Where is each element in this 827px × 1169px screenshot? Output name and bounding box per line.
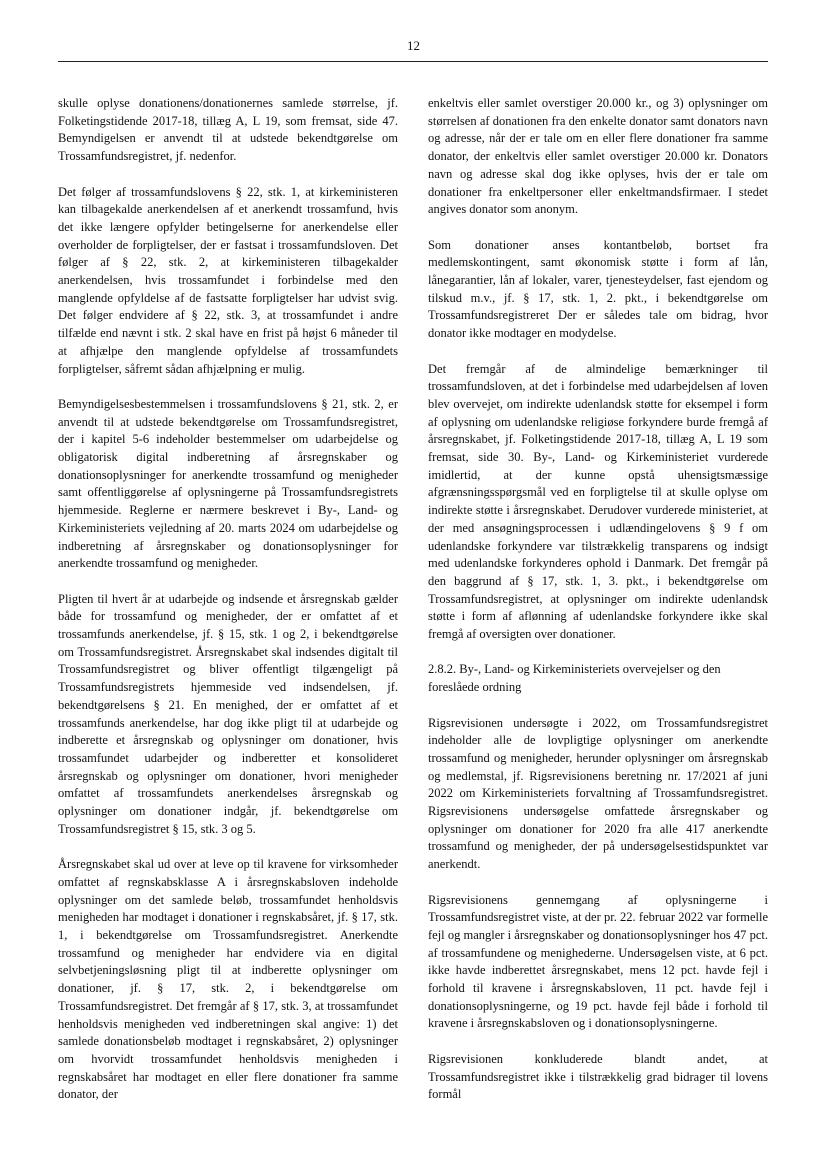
page-number: 12 <box>407 38 420 53</box>
section-heading: 2.8.2. By-, Land- og Kirkeministeriets overvejelser og den foreslåede ordning <box>428 662 721 695</box>
header-divider <box>58 61 768 62</box>
paragraph: Rigsrevisionen undersøgte i 2022, om Trossamfundsregistret indeholder alle de lovpligtige oplysninger om anerkendte trossamfund og menigheder, herunder oplysninger om årsregnskab og medlemstal, jf. Rigsrevisionens beretning nr. 17/2021 af juni 2022 om Kirkeministeriets forvaltning af Trossamfundsregistret. Rigsrevisionens undersøgelse omfattede årsregnskaber og oplysninger om donationer for 2020 fra alle 417 anerkendte trossamfund og menigheder, der på undersøgelsestidspunktet var anerkendt. <box>428 715 768 872</box>
paragraph: Rigsrevisionen konkluderede blandt andet, at Trossamfundsregistret ikke i tilstrækkelig grad bidrager til lovens formål <box>428 1051 768 1102</box>
right-column <box>428 95 768 1122</box>
left-column <box>58 95 398 1122</box>
paragraph: Det fremgår af de almindelige bemærkninger til trossamfundsloven, at det i forbindelse med udarbejdelsen af loven blev overvejet, om indirekte udenlandsk støtte for eksempel i form af oplysning om udenlandske religiøse forkyndere burde fremgå af årsregnskabet, jf. Folketingstidende 2017-18, tillæg A, L 19 som fremsat, side 30. By-, Land- og Kirkeministeriet vurderede imidlertid, at der kunne opstå uhensigtsmæssige afgrænsningsspørgsmål ved en forpligtelse til at skulle oplyse om indirekte støtte i årsregnskabet. Derudover vurderede ministeriet, at der med ansøgningsprocessen i udlændingelovens § 9 f om udenlandske forkyndere var tilstrækkelig transparens og indsigt med udenlandske forkynderes ophold i Danmark. Det fremgår på den baggrund af § 17, stk. 1, 3. pkt., i bekendtgørelse om Trossamfundsregistret, at oplysninger om indirekte udenlandsk støtte i form af aflønning af udenlandske forkyndere ikke skal fremgå af oversigten over donationer. <box>428 361 768 642</box>
paragraph: Årsregnskabet skal ud over at leve op til kravene for virksomheder omfattet af regnskabsklasse A i årsregnskabsloven indeholde oplysninger om det samlede beløb, trossamfundet henholdsvis menigheden har modtaget i donationer i regnskabsåret, jf. § 17, stk. 1, i bekendtgørelse om Trossamfundsregistret. Anerkendte trossamfund og menigheder har endvidere via en digital selvbetjeningsløsning pligt til at indberette oplysninger om donationer, jf. § 17, stk. 2, i bekendtgørelse om Trossamfundsregistret. Det fremgår af § 17, stk. 3, at trossamfundet henholdsvis menigheden ved indberetningen skal angive: 1) det samlede donationsbeløb modtaget i regnskabsåret, 2) oplysninger om hvorvidt trossamfundet henholdsvis menigheden i regnskabsåret har modtaget en eller flere donationer fra samme donator, der <box>58 857 398 1102</box>
paragraph: Pligten til hvert år at udarbejde og indsende et årsregnskab gælder både for trossamfund og menigheder, der er omfattet af et trossamfunds anerkendelse, jf. § 15, stk. 1 og 2, i bekendtgørelse om Trossamfundsregistret. Årsregnskabet skal indsendes digitalt til Trossamfundsregistret og bliver offentligt tilgængeligt på Trossamfundsregistrets hjemmeside ved indsendelsen, jf. bekendtgørelsens § 21. En menighed, der er omfattet af et trossamfunds anerkendelse, har dog ikke pligt til at udarbejde og indberette et årsregnskab og oplysninger om donationer, hvis trossamfundet udarbejder og indberetter et konsolideret årsregnskab og oplysninger om donationer, hvori menigheder omfattet af trossamfundets anerkendelses årsregnskab og oplysninger om donationer indgår, jf. bekendtgørelse om Trossamfundsregistret § 15, stk. 3 og 5. <box>58 591 398 836</box>
paragraph: enkeltvis eller samlet overstiger 20.000 kr., og 3) oplysninger om størrelsen af donationen fra den enkelte donator samt donators navn og adresse, når der er tale om en eller flere donationer fra samme donator, der enkeltvis eller samlet overstiger 20.000 kr. Donators navn og adresse skal dog ikke oplyses, hvis der er tale om donationer fra enkeltpersoner eller enkeltmandsfirmaer. I stedet angives donator som anonym. <box>428 96 768 217</box>
paragraph: Rigsrevisionens gennemgang af oplysningerne i Trossamfundsregistret viste, at der pr. 22. februar 2022 var formelle fejl og mangler i årsregnskaber og donationsoplysninger hos 47 pct. af trossamfundene og menighederne. Undersøgelsen viste, at 6 pct. ikke havde indberettet årsregnskabet, mens 12 pct. havde fejl i forhold til kravene i årsregnskabsloven, 11 pct. havde fejl i donationsoplysningerne, og 19 pct. havde fejl både i forhold til kravene i årsregnskabsloven og i donationsoplysningerne. <box>428 892 768 1031</box>
paragraph: Bemyndigelsesbestemmelsen i trossamfundslovens § 21, stk. 2, er anvendt til at udstede bekendtgørelse om Trossamfundsregistret, der i kapitel 5-6 indeholder bestemmelser om udarbejdelse og obligatorisk digital indberetning af årsregnskaber og donationsoplysninger for anerkendte trossamfund og menigheder samt offentliggørelse af oplysningerne på Trossamfundsregistrets hjemmeside. Reglerne er nærmere beskrevet i By-, Land- og Kirkeministeriets vejledning af 20. marts 2024 om udarbejdelse og indberetning af årsregnskaber og donationsoplysninger for anerkendte trossamfund og menigheder. <box>58 396 398 571</box>
paragraph: Det følger af trossamfundslovens § 22, stk. 1, at kirkeministeren kan tilbagekalde anerkendelsen af et anerkendt trossamfund, hvis det ikke længere opfylder betingelserne for anerkendelse eller overholder de forpligtelser, der er fastsat i trossamfundsloven. Det følger af § 22, stk. 2, at kirkeministeren tilbagekalder anerkendelsen, hvis trossamfundet i forbindelse med den manglende opfyldelse af de fastsatte forpligtelser har udvist svig. Det følger endvidere af § 22, stk. 3, at trossamfundet i andre tilfælde end nævnt i stk. 2 skal have en frist på højst 6 måneder til at afhjælpe den manglende opfyldelse af trossamfundets forpligtelser, såfremt sådan afhjælpning er mulig. <box>58 184 398 376</box>
paragraph: Som donationer anses kontantbeløb, bortset fra medlemskontingent, samt økonomisk støtte i form af lån, lånegarantier, lån af lokaler, varer, tjenesteydelser, fast ejendom og tilskud m.v., jf. § 17, stk. 1, 2. pkt., i bekendtgørelse om Trossamfundsregistreret Der er således tale om bidrag, hvor donator ikke modtager en modydelse. <box>428 237 768 341</box>
paragraph: skulle oplyse donationens/donationernes samlede størrelse, jf. Folketingstidende 2017-18, tillæg A, L 19, som fremsat, side 47. Bemyndigelsen er anvendt til at udstede bekendtgørelse om Trossamfundsregistret, jf. nedenfor. <box>58 96 398 164</box>
